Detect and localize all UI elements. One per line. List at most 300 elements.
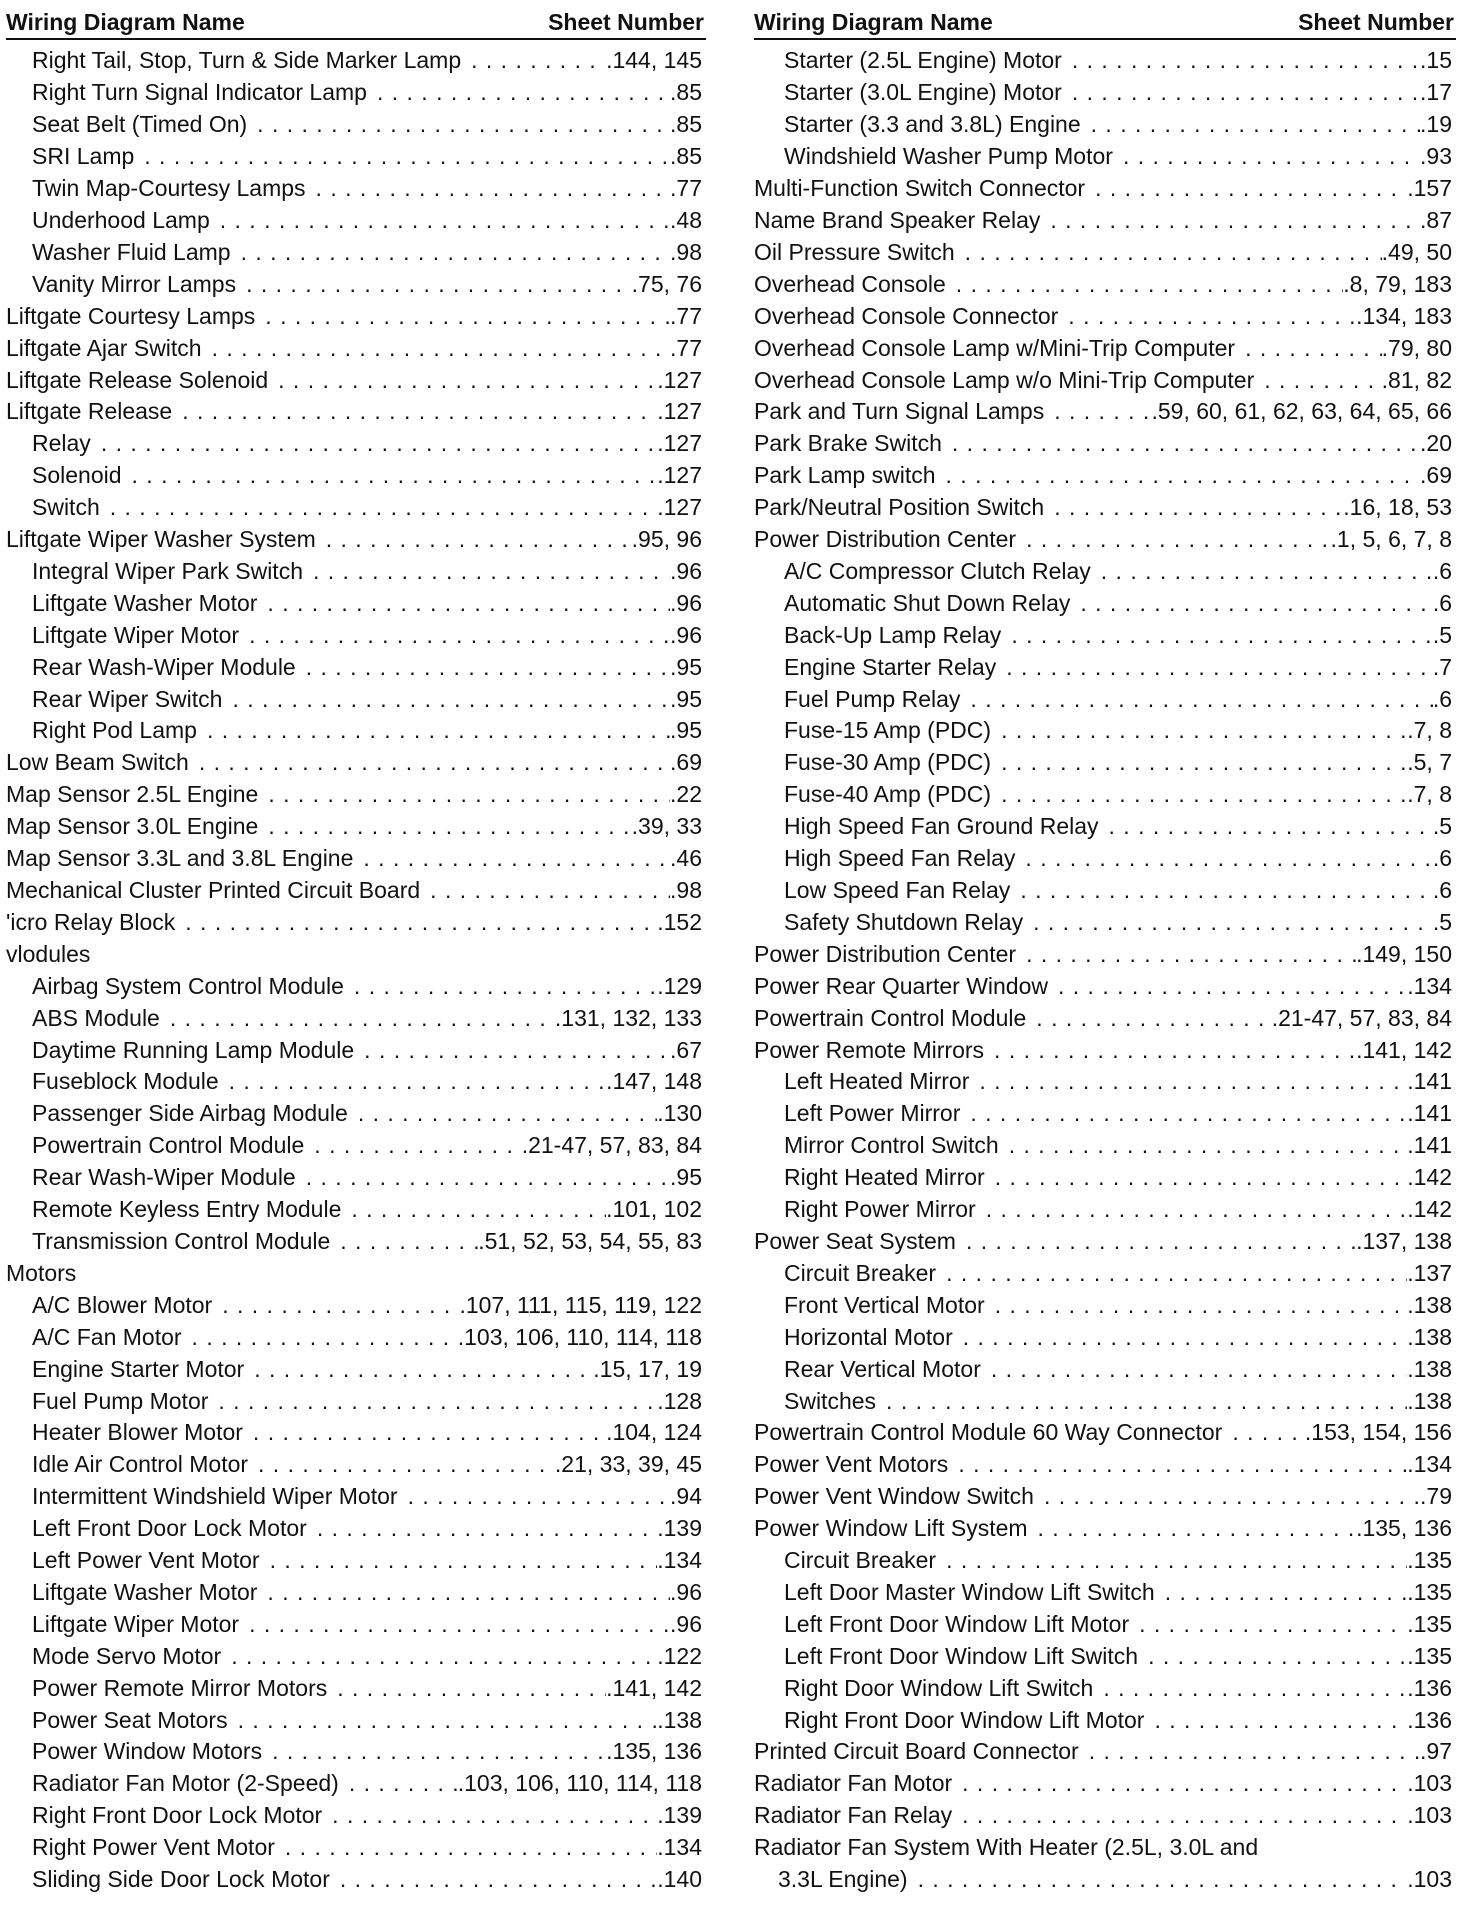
entry-title: Left Power Vent Motor (32, 1547, 260, 1574)
entry-title: Power Remote Mirrors (754, 1036, 985, 1063)
entry-sheet-numbers: .144, 145 (606, 47, 702, 74)
index-entry (6, 1481, 706, 1513)
dot-leader (222, 686, 670, 713)
entry-sheet-numbers: .20 (1420, 430, 1452, 457)
entry-sheet-numbers: .131, 132, 133 (554, 1004, 702, 1031)
entry-title: Park Lamp switch (754, 462, 936, 489)
dot-leader (327, 1675, 606, 1702)
entry-sheet-numbers: .122 (657, 1642, 702, 1669)
entry-title: Park/Neutral Position Switch (754, 494, 1045, 521)
index-entry (6, 460, 706, 492)
entry-title: Overhead Console Lamp w/Mini-Trip Computer (754, 334, 1236, 361)
dot-leader (960, 1100, 1407, 1127)
entry-sheet-numbers: .5 (1432, 813, 1452, 840)
index-entry (6, 970, 706, 1002)
entry-title: Underhood Lamp (32, 206, 210, 233)
entry-sheet-numbers: .49, 50 (1381, 238, 1452, 265)
entry-sheet-numbers: .21, 33, 39, 45 (554, 1451, 702, 1478)
index-entry (6, 1002, 706, 1034)
dot-leader (122, 462, 658, 489)
dot-leader (244, 1356, 593, 1383)
index-column-left (6, 8, 706, 1896)
entry-sheet-numbers: .7, 8 (1407, 781, 1452, 808)
entry-title: SRI Lamp (32, 143, 135, 170)
index-entry (754, 205, 1456, 237)
dot-leader (296, 1164, 670, 1191)
dot-leader (255, 303, 670, 330)
entry-title: Left Power Mirror (784, 1100, 961, 1127)
index-entry (6, 938, 706, 970)
entry-sheet-numbers: .6 (1432, 845, 1452, 872)
entry-title: Radiator Fan System With Heater (2.5L, 3.0L and (754, 1834, 1259, 1861)
entry-sheet-numbers: .6 (1432, 685, 1452, 712)
index-entry (6, 1864, 706, 1896)
dot-leader (981, 1356, 1407, 1383)
entry-sheet-numbers: .17 (1420, 79, 1452, 106)
entry-sheet-numbers: .96 (670, 621, 702, 648)
entry-sheet-numbers: .96 (670, 1610, 702, 1637)
entry-sheet-numbers: .75, 76 (631, 270, 702, 297)
entry-title: Safety Shutdown Relay (784, 908, 1024, 935)
entry-sheet-numbers: .103, 106, 110, 114, 118 (457, 1770, 702, 1797)
entry-title: Seat Belt (Timed On) (32, 111, 248, 138)
dot-leader (1144, 1707, 1407, 1734)
index-entry (754, 460, 1456, 492)
index-entry (754, 1385, 1456, 1417)
dot-leader (946, 271, 1344, 298)
entry-sheet-numbers: .81, 82 (1381, 366, 1452, 393)
index-entry (6, 779, 706, 811)
dot-leader (228, 1707, 658, 1734)
entry-sheet-numbers: .138 (1407, 1323, 1452, 1350)
index-entry (6, 109, 706, 141)
entry-sheet-numbers: .93 (1420, 143, 1452, 170)
entry-title: Right Front Door Window Lift Motor (784, 1706, 1145, 1733)
entry-title: Power Distribution Center (754, 526, 1017, 553)
entry-sheet-numbers: .134 (657, 1547, 702, 1574)
entry-sheet-numbers: .138 (657, 1706, 702, 1733)
entry-title: Map Sensor 2.5L Engine (6, 781, 259, 808)
index-entry (6, 1449, 706, 1481)
entry-title: Automatic Shut Down Relay (784, 589, 1071, 616)
dot-leader (262, 1738, 606, 1765)
index-entry (754, 1034, 1456, 1066)
index-rows-right (754, 45, 1456, 1896)
index-entry (6, 1321, 706, 1353)
entry-title: High Speed Fan Relay (784, 845, 1016, 872)
index-entry (6, 619, 706, 651)
index-entry (754, 1513, 1456, 1545)
entry-sheet-numbers: .95 (670, 685, 702, 712)
entry-sheet-numbers: .5 (1432, 908, 1452, 935)
entry-title: Fuel Pump Motor (32, 1387, 209, 1414)
entry-title: Intermittent Windshield Wiper Motor (32, 1483, 398, 1510)
entry-title: Circuit Breaker (784, 1547, 937, 1574)
entry-title: Fuseblock Module (32, 1068, 219, 1095)
index-entry (6, 1194, 706, 1226)
index-entry (6, 906, 706, 938)
entry-title: Power Window Lift System (754, 1515, 1028, 1542)
header-name-label: Wiring Diagram Name (754, 9, 993, 35)
entry-sheet-numbers: .98 (670, 877, 702, 904)
entry-sheet-numbers: .134 (1407, 972, 1452, 999)
entry-title: A/C Compressor Clutch Relay (784, 557, 1091, 584)
index-entry (6, 1289, 706, 1321)
index-entry (6, 1385, 706, 1417)
entry-sheet-numbers: .6 (1432, 557, 1452, 584)
entry-title: Power Distribution Center (754, 940, 1017, 967)
header-sheet-label: Sheet Number (548, 9, 704, 35)
entry-sheet-numbers: .21-47, 57, 83, 84 (521, 1132, 702, 1159)
dot-leader (942, 430, 1420, 457)
entry-title: Right Pod Lamp (32, 717, 197, 744)
entry-sheet-numbers: .22 (670, 781, 702, 808)
index-entry (754, 938, 1456, 970)
dot-leader (936, 462, 1421, 489)
dot-leader (1138, 1643, 1407, 1670)
dot-leader (936, 1547, 1407, 1574)
index-entry (754, 1481, 1456, 1513)
index-entry (754, 1353, 1456, 1385)
entry-sheet-numbers: .107, 111, 115, 119, 122 (459, 1291, 702, 1318)
entry-sheet-numbers: .7 (1432, 653, 1452, 680)
dot-leader (1015, 845, 1432, 872)
dot-leader (189, 749, 670, 776)
entry-sheet-numbers: .103, 106, 110, 114, 118 (457, 1323, 702, 1350)
entry-sheet-numbers: .67 (670, 1036, 702, 1063)
entry-sheet-numbers: .138 (1407, 1355, 1452, 1382)
entry-title: Right Front Door Lock Motor (32, 1802, 323, 1829)
entry-sheet-numbers: .79 (1420, 1483, 1452, 1510)
entry-title: Front Vertical Motor (784, 1291, 985, 1318)
entry-sheet-numbers: .137 (1407, 1259, 1452, 1286)
entry-title: Radiator Fan Motor (2-Speed) (32, 1770, 339, 1797)
entry-sheet-numbers: .142 (1407, 1196, 1452, 1223)
entry-sheet-numbers: .129 (657, 972, 702, 999)
entry-sheet-numbers: .141, 142 (1356, 1036, 1452, 1063)
entry-title: Rear Vertical Motor (784, 1355, 981, 1382)
entry-sheet-numbers: .147, 148 (606, 1068, 702, 1095)
entry-title: Airbag System Control Module (32, 972, 344, 999)
dot-leader (956, 1228, 1356, 1255)
entry-sheet-numbers: .95 (670, 1164, 702, 1191)
entry-sheet-numbers: .127 (657, 430, 702, 457)
entry-title: Fuse-40 Amp (PDC) (784, 781, 992, 808)
entry-sheet-numbers: .141 (1407, 1100, 1452, 1127)
dot-leader (948, 1451, 1407, 1478)
entry-title: Power Seat Motors (32, 1706, 228, 1733)
entry-sheet-numbers: .48 (670, 206, 702, 233)
index-entry (6, 1513, 706, 1545)
dot-leader (100, 494, 657, 521)
entry-title: Daytime Running Lamp Module (32, 1036, 355, 1063)
index-column-right (754, 8, 1456, 1896)
index-entry (6, 268, 706, 300)
entry-title: Switches (784, 1387, 877, 1414)
entry-sheet-numbers: .130 (657, 1100, 702, 1127)
dot-leader (239, 1611, 670, 1638)
dot-leader (221, 1643, 657, 1670)
entry-title: Mode Servo Motor (32, 1642, 222, 1669)
index-entry (754, 396, 1456, 428)
entry-sheet-numbers: .136 (1407, 1674, 1452, 1701)
index-entry (754, 906, 1456, 938)
index-entry (6, 1034, 706, 1066)
entry-title: Engine Starter Motor (32, 1355, 245, 1382)
entry-title: Rear Wiper Switch (32, 685, 223, 712)
entry-sheet-numbers: .1, 5, 6, 7, 8 (1330, 526, 1452, 553)
entry-sheet-numbers: .127 (657, 366, 702, 393)
dot-leader (172, 398, 657, 425)
dot-leader (1023, 909, 1433, 936)
index-entry (754, 1640, 1456, 1672)
entry-title: Liftgate Wiper Washer System (6, 526, 316, 553)
index-entry (754, 428, 1456, 460)
index-entry (754, 1736, 1456, 1768)
index-entry (754, 1130, 1456, 1162)
entry-title: Liftgate Release Solenoid (6, 366, 269, 393)
entry-sheet-numbers: .135 (1407, 1547, 1452, 1574)
entry-sheet-numbers: .6 (1432, 589, 1452, 616)
dot-leader (969, 1068, 1407, 1095)
index-entry (6, 1768, 706, 1800)
dot-leader (219, 1068, 606, 1095)
entry-title: Right Door Window Lift Switch (784, 1674, 1094, 1701)
entry-title: Overhead Console Lamp w/o Mini-Trip Computer (754, 366, 1255, 393)
entry-sheet-numbers: .5, 7 (1407, 749, 1452, 776)
entry-title: Liftgate Washer Motor (32, 1578, 258, 1605)
entry-title: vlodules (6, 940, 91, 967)
index-entry (6, 1577, 706, 1609)
dot-leader (275, 1834, 657, 1861)
index-entry (754, 1194, 1456, 1226)
index-entry (754, 811, 1456, 843)
entry-title: Oil Pressure Switch (754, 238, 955, 265)
index-entry (754, 779, 1456, 811)
index-entry (6, 1257, 706, 1289)
entry-sheet-numbers: .153, 154, 156 (1304, 1419, 1452, 1446)
entry-title: Twin Map-Courtesy Lamps (32, 175, 306, 202)
entry-sheet-numbers: .152 (657, 908, 702, 935)
dot-leader (1093, 1675, 1407, 1702)
entry-title: Liftgate Courtesy Lamps (6, 302, 256, 329)
entry-title: Powertrain Control Module (754, 1004, 1027, 1031)
entry-title: Multi-Function Switch Connector (754, 175, 1086, 202)
index-entry (754, 1321, 1456, 1353)
dot-leader (1028, 1515, 1357, 1542)
index-entry (754, 141, 1456, 173)
index-entry (754, 524, 1456, 556)
entry-title: Fuse-15 Amp (PDC) (784, 717, 992, 744)
column-header (6, 8, 706, 40)
entry-title: High Speed Fan Ground Relay (784, 813, 1099, 840)
index-entry (6, 843, 706, 875)
entry-title: Heater Blower Motor (32, 1419, 243, 1446)
entry-sheet-numbers: .157 (1407, 175, 1452, 202)
index-entry (6, 45, 706, 77)
dot-leader (239, 622, 670, 649)
dot-leader (367, 79, 670, 106)
dot-leader (231, 239, 670, 266)
entry-sheet-numbers: .135, 136 (1356, 1515, 1452, 1542)
dot-leader (1113, 143, 1420, 170)
dot-leader (991, 749, 1407, 776)
dot-leader (976, 1196, 1408, 1223)
entry-sheet-numbers: .77 (670, 334, 702, 361)
entry-sheet-numbers: .46 (670, 845, 702, 872)
dot-leader (1235, 335, 1382, 362)
index-entry (754, 970, 1456, 1002)
entry-sheet-numbers: .96 (670, 1578, 702, 1605)
dot-leader (322, 1802, 657, 1829)
entry-sheet-numbers: .97 (1420, 1738, 1452, 1765)
entry-title: Remote Keyless Entry Module (32, 1196, 342, 1223)
entry-title: Liftgate Washer Motor (32, 589, 258, 616)
entry-title: Relay (32, 430, 91, 457)
index-entry (754, 332, 1456, 364)
dot-leader (1040, 207, 1420, 234)
index-entry (754, 492, 1456, 524)
entry-sheet-numbers: .15, 17, 19 (593, 1355, 702, 1382)
entry-title: Switch (32, 494, 100, 521)
index-entry (6, 77, 706, 109)
index-entry (754, 236, 1456, 268)
entry-sheet-numbers: .128 (657, 1387, 702, 1414)
entry-title: Washer Fluid Lamp (32, 238, 231, 265)
index-entry (6, 747, 706, 779)
entry-sheet-numbers: .101, 102 (606, 1196, 702, 1223)
entry-sheet-numbers: .15 (1420, 47, 1452, 74)
entry-title: Right Power Mirror (784, 1196, 976, 1223)
dot-leader (303, 558, 670, 585)
entry-sheet-numbers: .95, 96 (631, 526, 702, 553)
dot-leader (257, 1579, 670, 1606)
dot-leader (341, 1196, 606, 1223)
index-entry (6, 1162, 706, 1194)
dot-leader (208, 1388, 657, 1415)
entry-sheet-numbers: .135 (1407, 1610, 1452, 1637)
entry-title: Left Front Door Window Lift Switch (784, 1642, 1139, 1669)
dot-leader (1034, 1483, 1420, 1510)
index-entry (754, 1226, 1456, 1258)
entry-title: Map Sensor 3.3L and 3.8L Engine (6, 845, 354, 872)
entry-title: Liftgate Wiper Motor (32, 1610, 240, 1637)
dot-leader (1129, 1611, 1407, 1638)
entry-title: Park and Turn Signal Lamps (754, 398, 1045, 425)
entry-title: Low Beam Switch (6, 749, 189, 776)
dot-leader (1044, 398, 1151, 425)
entry-title: Power Vent Window Switch (754, 1483, 1034, 1510)
dot-leader (991, 781, 1407, 808)
dot-leader (91, 430, 657, 457)
index-entry (6, 1066, 706, 1098)
entry-title: Starter (2.5L Engine) Motor (784, 47, 1062, 74)
entry-title: Map Sensor 3.0L Engine (6, 813, 259, 840)
index-entry (6, 651, 706, 683)
entry-sheet-numbers: .85 (670, 111, 702, 138)
entry-title: Right Tail, Stop, Turn & Side Marker Lamp (32, 47, 462, 74)
dot-leader (1044, 494, 1343, 521)
dot-leader (1016, 526, 1330, 553)
entry-sheet-numbers: .79, 80 (1381, 334, 1452, 361)
entry-title: 3.3L Engine) (778, 1866, 908, 1893)
dot-leader (985, 1292, 1408, 1319)
index-entry (6, 1226, 706, 1258)
entry-sheet-numbers: .94 (670, 1483, 702, 1510)
entry-sheet-numbers: .19 (1420, 111, 1452, 138)
entry-sheet-numbers: .135 (1407, 1578, 1452, 1605)
index-entry (6, 1417, 706, 1449)
entry-sheet-numbers: .87 (1420, 206, 1452, 233)
entry-title: Power Rear Quarter Window (754, 972, 1048, 999)
index-entry (754, 1864, 1456, 1896)
entry-title: Sliding Side Door Lock Motor (32, 1866, 330, 1893)
entry-sheet-numbers: .85 (670, 143, 702, 170)
entry-title: Power Remote Mirror Motors (32, 1674, 328, 1701)
index-entry (754, 1449, 1456, 1481)
entry-sheet-numbers: .95 (670, 717, 702, 744)
entry-title: Passenger Side Airbag Module (32, 1100, 348, 1127)
entry-sheet-numbers: .104, 124 (606, 1419, 702, 1446)
index-entry (6, 1704, 706, 1736)
index-entry (754, 587, 1456, 619)
dot-leader (257, 590, 670, 617)
entry-sheet-numbers: .51, 52, 53, 54, 55, 83 (478, 1227, 702, 1254)
index-entry (6, 1640, 706, 1672)
entry-sheet-numbers: .142 (1407, 1164, 1452, 1191)
index-entry (6, 173, 706, 205)
entry-sheet-numbers: .139 (657, 1515, 702, 1542)
entry-sheet-numbers: .149, 150 (1356, 940, 1452, 967)
entry-title: Liftgate Wiper Motor (32, 621, 240, 648)
entry-sheet-numbers: .85 (670, 79, 702, 106)
index-entry (754, 715, 1456, 747)
dot-leader (1099, 813, 1433, 840)
header-name-label: Wiring Diagram Name (6, 9, 245, 35)
dot-leader (354, 1037, 670, 1064)
dot-leader (1026, 1005, 1271, 1032)
index-entry (754, 747, 1456, 779)
dot-leader (316, 526, 632, 553)
entry-title: Windshield Washer Pump Motor (784, 143, 1113, 170)
entry-sheet-numbers: .127 (657, 462, 702, 489)
index-entry (754, 619, 1456, 651)
dot-leader (984, 1037, 1356, 1064)
dot-leader (353, 845, 670, 872)
dot-leader (268, 367, 657, 394)
index-entry (754, 556, 1456, 588)
dot-leader (247, 111, 670, 138)
entry-sheet-numbers: .134 (657, 1834, 702, 1861)
entry-sheet-numbers: .136 (1407, 1706, 1452, 1733)
entry-title: Overhead Console Connector (754, 302, 1059, 329)
dot-leader (258, 781, 670, 808)
index-entry (754, 1672, 1456, 1704)
index-entry (754, 1832, 1456, 1864)
header-sheet-label: Sheet Number (1298, 9, 1454, 35)
entry-title: Transmission Control Module (32, 1227, 331, 1254)
dot-leader (330, 1228, 478, 1255)
index-entry (6, 396, 706, 428)
dot-leader (1010, 877, 1433, 904)
dot-leader (1048, 973, 1407, 1000)
entry-sheet-numbers: .141 (1407, 1132, 1452, 1159)
entry-title: Right Power Vent Motor (32, 1834, 275, 1861)
entry-title: Power Seat System (754, 1227, 956, 1254)
entry-title: Printed Circuit Board Connector (754, 1738, 1079, 1765)
dot-leader (1058, 303, 1356, 330)
column-header (754, 8, 1456, 40)
